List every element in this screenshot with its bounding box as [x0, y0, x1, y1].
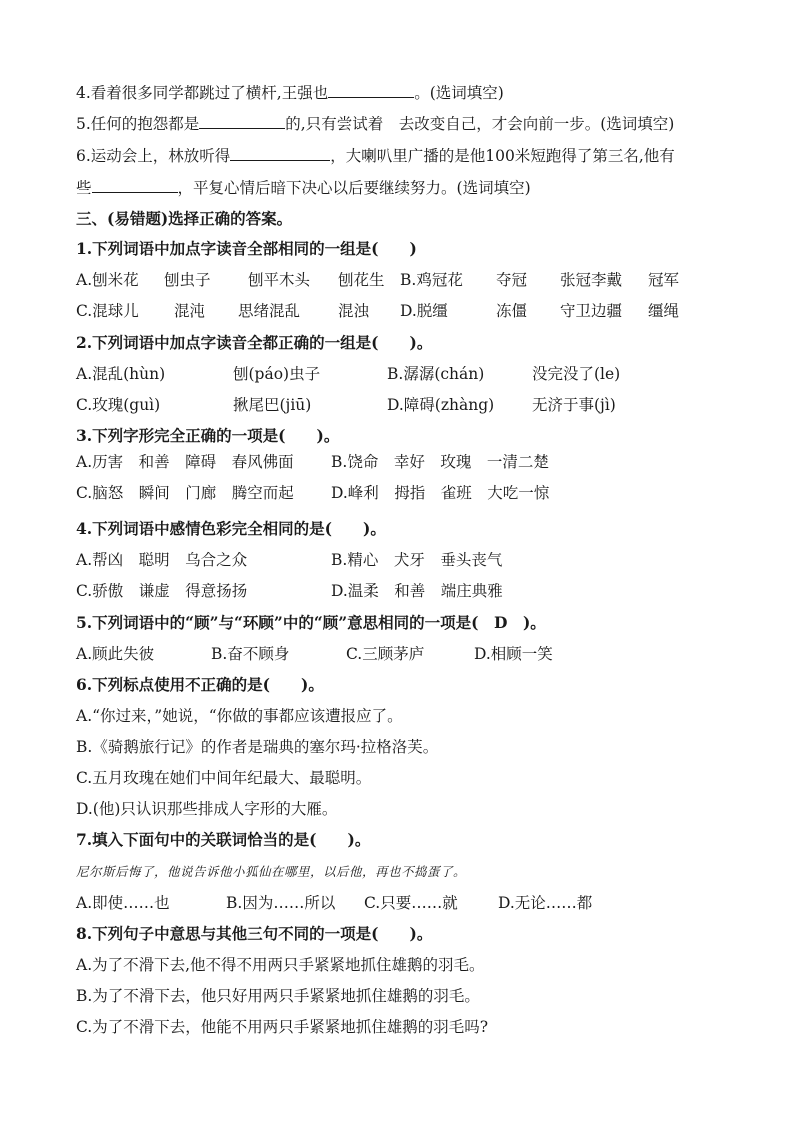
question-8-option-b: B.为了不滑下去，他只好用两只手紧紧地抓住雄鹅的羽毛。 — [76, 987, 480, 1005]
fill-text: 。(选词填空) — [414, 84, 504, 102]
question-8-option-a: A.为了不滑下去,他不得不用两只手紧紧地抓住雄鹅的羽毛。 — [76, 956, 485, 974]
option-word: A.混乱(hùn) — [76, 365, 166, 383]
option-word: B.鸡冠花 — [400, 271, 463, 289]
question-2-row-cd — [76, 395, 652, 415]
fill-text: ，大喇叭里广播的是他100米短跑得了第三名,他有 — [330, 147, 675, 165]
question-8-stem: 8.下列句子中意思与其他三句不同的一项是( )。 — [76, 924, 433, 943]
option-word: A.历害 和善 障碍 春风佛面 — [76, 453, 294, 471]
question-2-stem: 2.下列词语中加点字读音全都正确的一组是( )。 — [76, 333, 433, 352]
option-word: 刨平木头 — [248, 271, 311, 289]
option-word: C.玫瑰(guì) — [76, 396, 161, 414]
question-3-row-cd — [76, 483, 631, 503]
option-word: B.饶命 幸好 玫瑰 一清二楚 — [331, 453, 549, 471]
question-1-row-ab — [76, 270, 688, 290]
option-word: D.障碍(zhàng) — [387, 396, 495, 414]
question-6-option-b: B.《骑鹅旅行记》的作者是瑞典的塞尔玛·拉格洛芙。 — [76, 738, 439, 756]
question-8-option-c: C.为了不滑下去，他能不用两只手紧紧地抓住雄鹅的羽毛吗? — [76, 1018, 489, 1036]
option-word: D.相顾一笑 — [474, 645, 553, 663]
fill-text: 些 — [76, 179, 92, 197]
question-4-row-cd — [76, 581, 631, 601]
option-word: D.无论……都 — [498, 894, 593, 912]
option-word: C.混球儿 — [76, 302, 139, 320]
option-word: C.三顾茅庐 — [346, 645, 425, 663]
question-1-row-cd — [76, 301, 688, 321]
question-6-option-c: C.五月玫瑰在她们中间年纪最大、最聪明。 — [76, 769, 372, 787]
section-heading: 三、(易错题)选择正确的答案。 — [76, 209, 293, 228]
answer-blank[interactable] — [230, 145, 330, 161]
option-word: 混浊 — [338, 302, 370, 320]
fill-text: 5.任何的抱怨都是 — [76, 115, 200, 133]
option-word: C.脑怒 瞬间 门廊 腾空而起 — [76, 484, 294, 502]
fill-item-6 — [76, 145, 675, 166]
option-word: 没完没了(le) — [532, 365, 621, 383]
option-word: D.峰利 拇指 雀班 大吃一惊 — [331, 484, 550, 502]
question-5-stem: 5.下列词语中的“顾”与“环顾”中的“顾”意思相同的一项是( D )。 — [76, 613, 546, 632]
answer-blank[interactable] — [199, 113, 285, 129]
question-4-row-ab — [76, 550, 631, 570]
option-word: 揪尾巴(jiū) — [233, 396, 312, 414]
option-word: C.只要……就 — [364, 894, 458, 912]
question-3-stem: 3.下列字形完全正确的一项是( )。 — [76, 426, 340, 445]
option-word: D.温柔 和善 端庄典雅 — [331, 582, 503, 600]
question-6-option-a: A.“你过来，”她说，“你做的事都应该遭报应了。 — [76, 707, 403, 725]
fill-text: ，平复心情后暗下决心以后要继续努力。(选词填空) — [177, 179, 531, 197]
answer-blank[interactable] — [92, 177, 178, 193]
option-word: 刨(páo)虫子 — [233, 365, 321, 383]
question-2-row-ab — [76, 364, 652, 384]
option-word: 张冠李戴 — [560, 271, 623, 289]
option-word: 冠军 — [648, 271, 680, 289]
option-word: B.奋不顾身 — [211, 645, 290, 663]
option-word: 思绪混乱 — [238, 302, 301, 320]
question-1-stem: 1.下列词语中加点字读音全部相同的一组是( ) — [76, 239, 417, 258]
question-7-sentence: 尼尔斯后悔了，他说告诉他小狐仙在哪里，以后他，再也不捣蛋了。 — [76, 864, 467, 879]
option-word: A.帮凶 聪明 乌合之众 — [76, 551, 248, 569]
option-word: A.顾此失彼 — [76, 645, 155, 663]
question-4-stem: 4.下列词语中感情色彩完全相同的是( )。 — [76, 519, 386, 538]
question-7-options — [76, 893, 608, 913]
question-7-stem: 7.填入下面句中的关联词恰当的是( )。 — [76, 830, 371, 849]
fill-item-4 — [76, 82, 504, 103]
option-word: D.脱缰 — [400, 302, 448, 320]
fill-item-6-cont — [76, 177, 531, 198]
question-3-row-ab — [76, 452, 631, 472]
fill-item-5 — [76, 113, 674, 134]
option-word: 守卫边疆 — [560, 302, 623, 320]
option-word: 无济于事(jì) — [532, 396, 616, 414]
fill-text: 6.运动会上，林放听得 — [76, 147, 231, 165]
question-6-option-d: D.(他)只认识那些排成人字形的大雁。 — [76, 800, 338, 818]
question-5-options — [76, 644, 574, 664]
option-word: B.因为……所以 — [226, 894, 336, 912]
answer-blank[interactable] — [328, 82, 414, 98]
option-word: 夺冠 — [496, 271, 528, 289]
option-word: 刨虫子 — [164, 271, 211, 289]
question-6-stem: 6.下列标点使用不正确的是( )。 — [76, 675, 324, 694]
option-word: B.精心 犬牙 垂头丧气 — [331, 551, 503, 569]
option-word: 刨花生 — [338, 271, 385, 289]
option-word: B.潺潺(chán) — [387, 365, 485, 383]
option-word: 缰绳 — [648, 302, 680, 320]
fill-text: 的,只有尝试着 去改变自己，才会向前一步。(选词填空) — [285, 115, 675, 133]
fill-text: 4.看着很多同学都跳过了横杆,王强也 — [76, 84, 329, 102]
option-word: A.刨米花 — [76, 271, 139, 289]
option-word: A.即使……也 — [76, 894, 170, 912]
option-word: C.骄傲 谦虚 得意扬扬 — [76, 582, 248, 600]
option-word: 冻僵 — [496, 302, 528, 320]
option-word: 混沌 — [174, 302, 206, 320]
